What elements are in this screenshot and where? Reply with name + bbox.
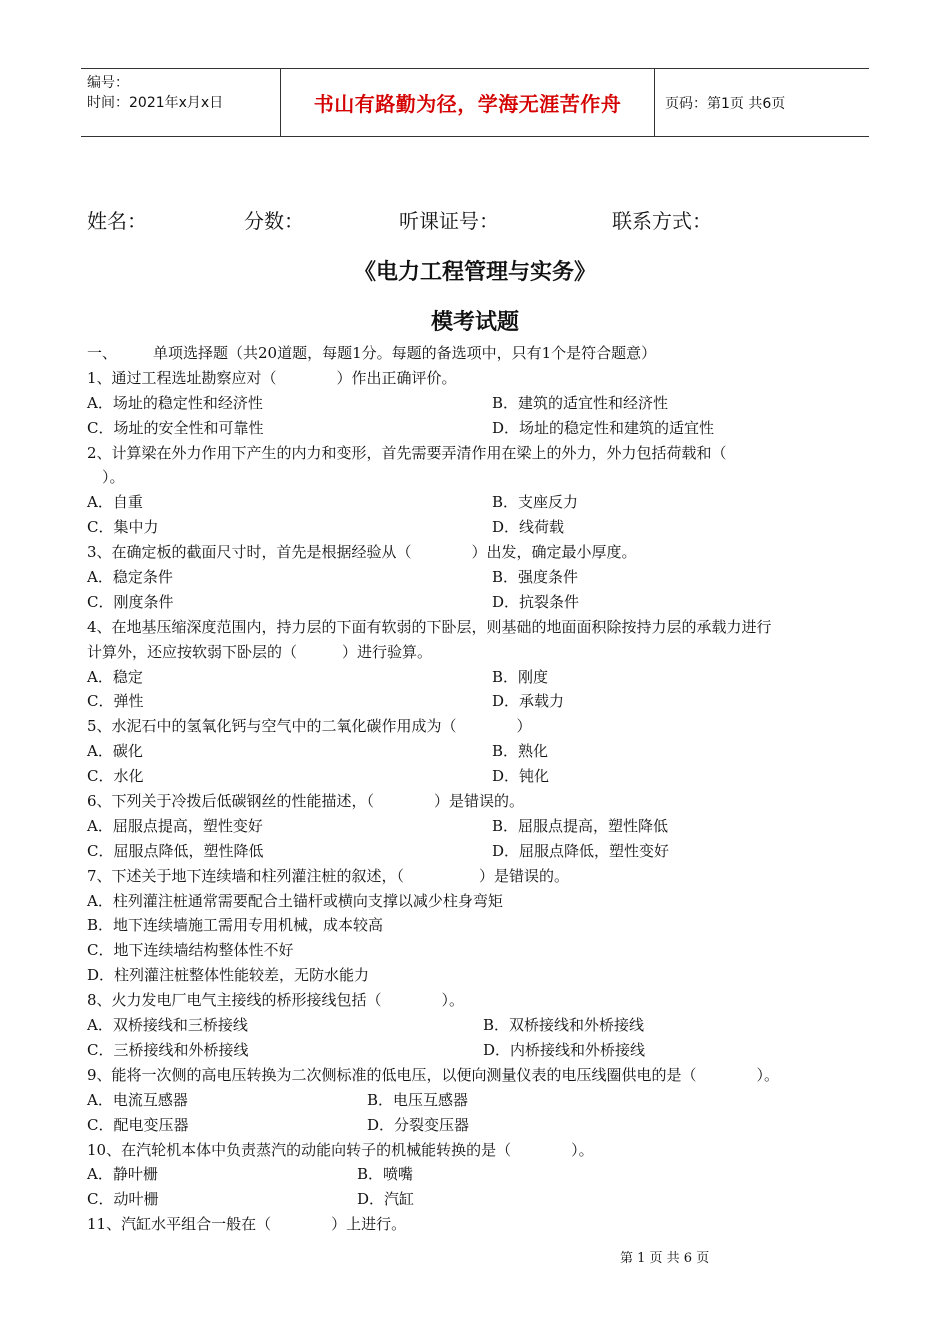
- section-heading: [87, 341, 867, 366]
- question-line: [87, 1063, 867, 1088]
- question-line: [87, 515, 867, 540]
- question-line: [87, 789, 867, 814]
- question-line: [87, 416, 867, 441]
- cert-number-label: 听课证号：: [399, 209, 499, 233]
- line-text: D．柱列灌注桩整体性能较差，无防水能力: [87, 966, 370, 985]
- option-text: D．线荷载: [492, 518, 565, 537]
- exam-subtitle: 模考试题: [430, 309, 519, 335]
- question-line: [87, 938, 867, 963]
- header-table: [81, 68, 869, 137]
- question-line: [87, 540, 867, 565]
- question-line: [87, 764, 867, 789]
- question-line: [87, 739, 867, 764]
- line-text: A．柱列灌注桩通常需要配合土锚杆或横向支撑以减少柱身弯矩: [87, 891, 503, 910]
- line-text: 4、在地基压缩深度范围内，持力层的下面有软弱的下卧层，则基础的地面面积除按持力层的承载力进行: [87, 617, 772, 636]
- line-text: 6、下列关于冷拨后低碳钢丝的性能描述，（ ）是错误的。: [87, 792, 525, 811]
- line-text: 计算外，还应按软弱下卧层的（ ）进行验算。: [87, 642, 433, 661]
- option-text: D．屈服点降低，塑性变好: [492, 841, 670, 860]
- question-line: [87, 714, 867, 739]
- question-line: [87, 1013, 867, 1038]
- line-text: C．刚度条件: [87, 592, 174, 611]
- header-meta: [81, 69, 281, 136]
- doc-number-label: 编号：: [87, 75, 129, 91]
- line-text: C．三桥接线和外桥接线: [87, 1040, 249, 1059]
- line-text: A．屈服点提高，塑性变好: [87, 816, 263, 835]
- line-text: 9、能将一次侧的高电压转换为二次侧标准的低电压，以便向测量仪表的电压线圈供电的是（ ）。: [87, 1065, 780, 1084]
- question-line: [87, 565, 867, 590]
- option-text: B．支座反力: [492, 493, 579, 512]
- option-text: D．钝化: [492, 767, 550, 786]
- line-text: C．集中力: [87, 518, 159, 537]
- line-text: A．碳化: [87, 742, 143, 761]
- header-motto: 书山有路勤为径，学海无涯苦作舟: [281, 69, 655, 136]
- page-footer: 第 1 页 共 6 页: [620, 1251, 710, 1266]
- question-line: [87, 963, 867, 988]
- question-line: [87, 590, 867, 615]
- question-line: [87, 1113, 867, 1138]
- line-text: A．双桥接线和三桥接线: [87, 1016, 248, 1035]
- question-line: [87, 1187, 867, 1212]
- question-line: [87, 490, 867, 515]
- question-line: [87, 665, 867, 690]
- line-text: B．地下连续墙施工需用专用机械，成本较高: [87, 916, 384, 935]
- line-text: C．场址的安全性和可靠性: [87, 418, 264, 437]
- question-line: [87, 864, 867, 889]
- option-text: B．熟化: [492, 742, 549, 761]
- option-text: D．内桥接线和外桥接线: [483, 1040, 646, 1059]
- line-text: C．动叶栅: [87, 1190, 159, 1209]
- question-line: [87, 366, 867, 391]
- option-text: B．建筑的适宜性和经济性: [492, 393, 669, 412]
- line-text: C．地下连续墙结构整体性不好: [87, 941, 294, 960]
- question-line: [87, 1138, 867, 1163]
- option-text: B．屈服点提高，塑性降低: [492, 816, 669, 835]
- line-text: A．稳定: [87, 667, 143, 686]
- question-line: [87, 689, 867, 714]
- line-text: A．自重: [87, 493, 143, 512]
- line-text: 11、汽缸水平组合一般在（ ）上进行。: [87, 1215, 407, 1234]
- exam-body: [87, 341, 867, 1237]
- question-line: [87, 988, 867, 1013]
- exam-title: 《电力工程管理与实务》: [353, 259, 596, 285]
- line-text: 2、计算梁在外力作用下产生的内力和变形，首先需要弄清作用在梁上的外力，外力包括荷载和（: [87, 443, 727, 462]
- option-text: B．喷嘴: [357, 1165, 414, 1184]
- line-text: ）。: [87, 468, 125, 487]
- line-text: C．弹性: [87, 692, 144, 711]
- line-text: 8、火力发电厂电气主接线的桥形接线包括（ ）。: [87, 991, 465, 1010]
- option-text: D．分裂变压器: [367, 1115, 470, 1134]
- line-text: C．屈服点降低，塑性降低: [87, 841, 264, 860]
- line-text: 1、通过工程选址勘察应对（ ）作出正确评价。: [87, 368, 457, 387]
- header-page-label: 页码：第1页 共6页: [665, 95, 786, 112]
- line-text: A．稳定条件: [87, 568, 173, 587]
- line-text: A．场址的稳定性和经济性: [87, 393, 263, 412]
- section-number: 一、: [87, 344, 118, 362]
- option-text: B．双桥接线和外桥接线: [483, 1016, 645, 1035]
- option-text: D．场址的稳定性和建筑的适宜性: [492, 418, 715, 437]
- line-text: 5、水泥石中的氢氧化钙与空气中的二氧化碳作用成为（ ）: [87, 717, 532, 736]
- option-text: B．刚度: [492, 667, 549, 686]
- question-line: [87, 889, 867, 914]
- score-label: 分数：: [244, 209, 304, 233]
- student-info-row: [87, 205, 887, 233]
- question-line: [87, 814, 867, 839]
- line-text: A．静叶栅: [87, 1165, 158, 1184]
- option-text: B．电压互感器: [367, 1090, 469, 1109]
- question-line: [87, 839, 867, 864]
- contact-label: 联系方式：: [612, 209, 712, 233]
- question-list: [87, 366, 867, 1237]
- question-line: [87, 441, 867, 466]
- line-text: 3、在确定板的截面尺寸时，首先是根据经验从（ ）出发，确定最小厚度。: [87, 543, 637, 562]
- question-line: [87, 1038, 867, 1063]
- question-line: [87, 615, 867, 640]
- question-line: [87, 1162, 867, 1187]
- line-text: 10、在汽轮机本体中负责蒸汽的动能向转子的机械能转换的是（ ）。: [87, 1140, 594, 1159]
- question-line: [87, 391, 867, 416]
- question-line: [87, 1212, 867, 1237]
- question-line: [87, 913, 867, 938]
- name-label: 姓名：: [87, 209, 147, 233]
- section-text: 单项选择题（共20道题，每题1分。每题的备选项中，只有1个是符合题意）: [153, 344, 657, 362]
- question-line: [87, 1088, 867, 1113]
- option-text: D．承载力: [492, 692, 565, 711]
- line-text: C．水化: [87, 767, 144, 786]
- option-text: D．抗裂条件: [492, 592, 580, 611]
- line-text: A．电流互感器: [87, 1090, 188, 1109]
- line-text: C．配电变压器: [87, 1115, 189, 1134]
- option-text: D．汽缸: [357, 1190, 415, 1209]
- option-text: B．强度条件: [492, 568, 579, 587]
- line-text: 7、下述关于地下连续墙和柱列灌注桩的叙述，（ ）是错误的。: [87, 866, 570, 885]
- doc-time-label: 时间：2021年x月x日: [87, 95, 224, 111]
- question-line: [87, 465, 867, 490]
- question-line: [87, 640, 867, 665]
